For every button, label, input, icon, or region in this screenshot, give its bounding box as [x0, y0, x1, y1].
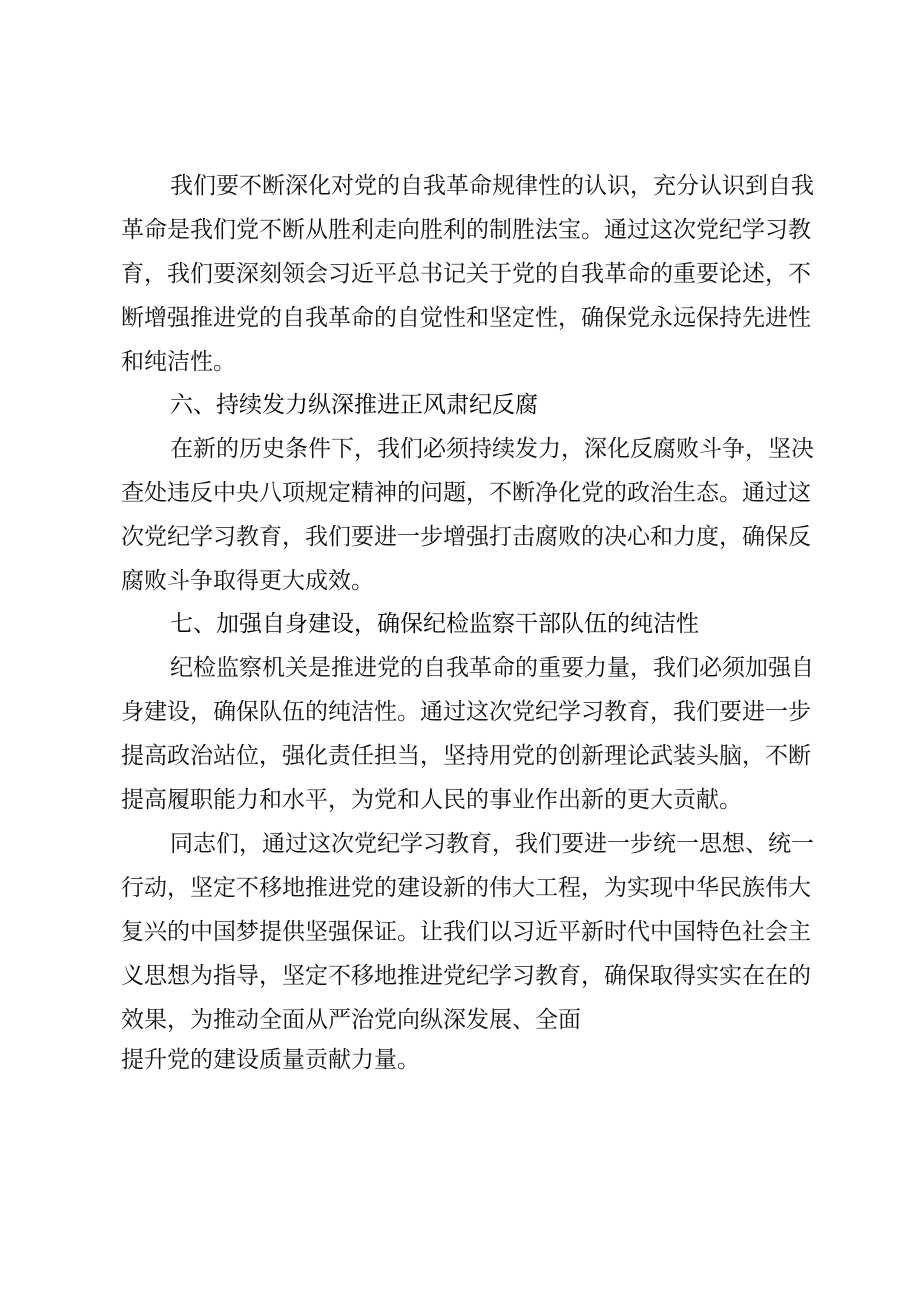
paragraph-line: 育，我们要深刻领会习近平总书记关于党的自我革命的重要论述，不: [121, 261, 811, 287]
paragraph-line: 查处违反中央八项规定精神的问题，不断净化党的政治生态。通过这: [121, 480, 811, 506]
paragraph-line: 效果，为推动全面从严治党向纵深发展、全面: [121, 1007, 581, 1033]
section-heading: 七、加强自身建设，确保纪检监察干部队伍的纯洁性: [170, 611, 699, 637]
paragraph-line: 腐败斗争取得更大成效。: [121, 568, 374, 594]
paragraph-line: 在新的历史条件下，我们必须持续发力，深化反腐败斗争，坚决: [170, 436, 814, 462]
paragraph-line: 革命是我们党不断从胜利走向胜利的制胜法宝。通过这次党纪学习教: [121, 217, 811, 243]
section-heading: 六、持续发力纵深推进正风肃纪反腐: [170, 392, 538, 418]
paragraph-line: 复兴的中国梦提供坚强保证。让我们以习近平新时代中国特色社会主: [121, 919, 811, 945]
paragraph-line: 提升党的建设质量贡献力量。: [121, 1047, 420, 1073]
paragraph-line: 提高履职能力和水平，为党和人民的事业作出新的更大贡献。: [121, 787, 742, 813]
paragraph-line: 义思想为指导，坚定不移地推进党纪学习教育，确保取得实实在在的: [121, 963, 811, 989]
paragraph-line: 纪检监察机关是推进党的自我革命的重要力量，我们必须加强自: [170, 655, 814, 681]
paragraph-line: 次党纪学习教育，我们要进一步增强打击腐败的决心和力度，确保反: [121, 524, 811, 550]
paragraph-line: 行动，坚定不移地推进党的建设新的伟大工程，为实现中华民族伟大: [121, 875, 811, 901]
paragraph-line: 和纯洁性。: [121, 349, 236, 375]
paragraph-line: 断增强推进党的自我革命的自觉性和坚定性，确保党永远保持先进性: [121, 305, 811, 331]
paragraph-line: 提高政治站位，强化责任担当，坚持用党的创新理论武装头脑，不断: [121, 743, 811, 769]
paragraph-line: 我们要不断深化对党的自我革命规律性的认识，充分认识到自我: [170, 173, 814, 199]
paragraph-line: 同志们，通过这次党纪学习教育，我们要进一步统一思想、统一: [170, 831, 814, 857]
paragraph-line: 身建设，确保队伍的纯洁性。通过这次党纪学习教育，我们要进一步: [121, 699, 811, 725]
